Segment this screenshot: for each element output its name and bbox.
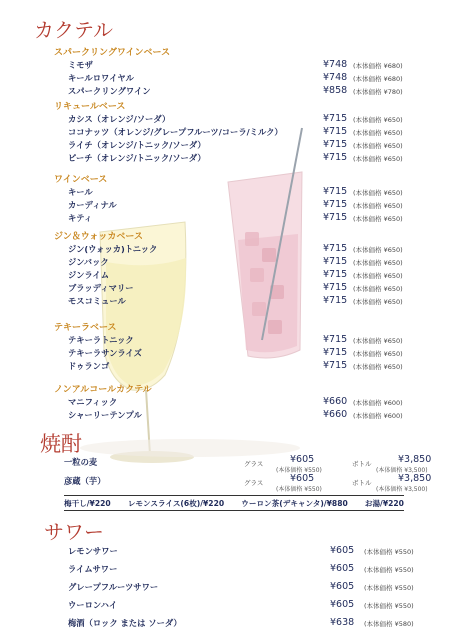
item-price: ¥715: [323, 199, 348, 210]
item-base-price: (本体価格 ¥650): [353, 259, 403, 267]
menu-row: [68, 599, 414, 613]
menu-row: [68, 139, 408, 152]
menu-row: [68, 360, 408, 373]
item-price: ¥605: [330, 581, 355, 592]
item-name: モスコミュール: [68, 296, 126, 306]
item-base-price: (本体価格 ¥580): [364, 620, 414, 628]
menu-row: [68, 409, 408, 422]
menu-row: [68, 85, 408, 98]
item-price: ¥605: [330, 599, 355, 610]
item-base-price: (本体価格 ¥650): [353, 350, 403, 358]
item-price: ¥715: [323, 126, 348, 137]
glass-base-price: (本体価格 ¥550): [276, 467, 322, 474]
item-name: グレープフルーツサワー: [68, 582, 159, 592]
menu-row: [68, 126, 408, 139]
item-price: ¥605: [330, 545, 355, 556]
bottle-base-price: (本体価格 ¥3,500): [376, 486, 428, 493]
menu-row: [68, 186, 408, 199]
item-name: テキーラトニック: [68, 335, 134, 345]
item-base-price: (本体価格 ¥650): [353, 129, 403, 137]
item-price: ¥660: [323, 409, 348, 420]
item-price: ¥715: [323, 152, 348, 163]
item-price: ¥715: [323, 186, 348, 197]
item-name: ウーロンハイ: [68, 600, 118, 610]
item-base-price: (本体価格 ¥680): [353, 75, 403, 83]
item-base-price: (本体価格 ¥650): [353, 116, 403, 124]
item-base-price: (本体価格 ¥650): [353, 298, 403, 306]
bottle-price: ¥3,850: [398, 473, 432, 484]
item-price: ¥715: [323, 334, 348, 345]
shochu-name: 一粒の麦: [64, 457, 98, 467]
item-base-price: (本体価格 ¥650): [353, 272, 403, 280]
glass-base-price: (本体価格 ¥550): [276, 486, 322, 493]
item-price: ¥858: [323, 85, 348, 96]
item-price: ¥605: [330, 563, 355, 574]
menu-row: [68, 199, 408, 212]
item-name: 梅酒（ロック または ソーダ）: [68, 618, 182, 628]
item-base-price: (本体価格 ¥550): [364, 566, 414, 574]
item-price: ¥638: [330, 617, 355, 628]
menu-row: [68, 563, 414, 577]
extra-item: 梅干し/¥220: [64, 498, 111, 508]
item-name: テキーラサンライズ: [68, 348, 142, 358]
item-base-price: (本体価格 ¥650): [353, 202, 403, 210]
menu-row: [68, 243, 408, 256]
item-name: ジンバック: [68, 257, 109, 267]
item-name: ココナッツ（オレンジ/グレープフルーツ/コーラ/ミルク）: [68, 127, 283, 137]
item-name: ピーチ（オレンジ/トニック/ソーダ）: [68, 153, 206, 163]
item-price: ¥715: [323, 139, 348, 150]
item-name: ジンライム: [68, 270, 110, 280]
menu-row: [68, 295, 408, 308]
item-price: ¥748: [323, 59, 348, 70]
item-price: ¥715: [323, 243, 348, 254]
item-name: カシス（オレンジ/ソーダ）: [68, 114, 171, 124]
item-base-price: (本体価格 ¥650): [353, 215, 403, 223]
extra-item: ウーロン茶(デキャンタ)/¥880: [241, 498, 348, 508]
menu-row: [68, 256, 408, 269]
bottle-price: ¥3,850: [398, 454, 432, 465]
item-name: ブラッディマリー: [68, 283, 134, 293]
sour-heading: サワー: [44, 520, 104, 544]
menu-row: [68, 617, 414, 631]
section-liqueur-title: リキュールベース: [54, 102, 126, 112]
item-price: ¥715: [323, 256, 348, 267]
item-price: ¥748: [323, 72, 348, 83]
item-base-price: (本体価格 ¥650): [353, 246, 403, 254]
item-base-price: (本体価格 ¥600): [353, 412, 403, 420]
item-base-price: (本体価格 ¥550): [364, 602, 414, 610]
extra-item: お湯/¥220: [364, 498, 404, 508]
cocktail-heading: カクテル: [34, 18, 113, 42]
item-price: ¥660: [323, 396, 348, 407]
menu-row: [68, 152, 408, 165]
item-base-price: (本体価格 ¥550): [364, 548, 414, 556]
extra-item: レモンスライス(6枚)/¥220: [127, 498, 225, 508]
bottle-base-price: (本体価格 ¥3,500): [376, 467, 428, 474]
item-price: ¥715: [323, 295, 348, 306]
section-gin-vodka-title: ジン＆ウォッカベース: [54, 232, 143, 242]
section-non-alcohol-title: ノンアルコールカクテル: [54, 385, 152, 395]
item-name: マニフィック: [68, 397, 118, 407]
item-base-price: (本体価格 ¥650): [353, 142, 403, 150]
menu-row: [68, 59, 408, 72]
item-price: ¥715: [323, 212, 348, 223]
item-base-price: (本体価格 ¥650): [353, 155, 403, 163]
shochu-heading: 焼酎: [40, 432, 82, 456]
item-base-price: (本体価格 ¥780): [353, 88, 403, 96]
shochu-name: 彦蔵（芋）: [64, 476, 106, 486]
glass-label: グラス: [244, 460, 264, 468]
item-price: ¥715: [323, 269, 348, 280]
item-name: ライムサワー: [68, 564, 118, 574]
item-base-price: (本体価格 ¥650): [353, 337, 403, 345]
section-tequila-title: テキーラベース: [54, 323, 117, 333]
item-name: レモンサワー: [68, 546, 118, 556]
item-name: キール: [68, 187, 93, 197]
item-name: ミモザ: [68, 60, 93, 70]
glass-price: ¥605: [290, 473, 315, 484]
item-price: ¥715: [323, 360, 348, 371]
bottle-label: ボトル: [352, 460, 372, 468]
section-wine-title: ワインベース: [54, 175, 108, 185]
menu-row: [68, 347, 408, 360]
item-price: ¥715: [323, 113, 348, 124]
bottle-label: ボトル: [352, 479, 372, 487]
menu-row: [68, 334, 408, 347]
item-base-price: (本体価格 ¥550): [364, 584, 414, 592]
item-base-price: (本体価格 ¥650): [353, 363, 403, 371]
menu-row: [68, 269, 408, 282]
item-name: カーディナル: [68, 200, 117, 210]
item-base-price: (本体価格 ¥650): [353, 285, 403, 293]
item-name: ライチ（オレンジ/トニック/ソーダ）: [68, 140, 206, 150]
item-name: キティ: [68, 213, 93, 223]
glass-label: グラス: [244, 479, 264, 487]
menu-row: [68, 212, 408, 225]
menu-row: [68, 282, 408, 295]
item-price: ¥715: [323, 347, 348, 358]
item-name: キールロワイヤル: [68, 73, 134, 83]
item-base-price: (本体価格 ¥600): [353, 399, 403, 407]
menu-row: [68, 72, 408, 85]
item-name: ドゥランゴ: [68, 361, 110, 371]
section-sparkling-title: スパークリングワインベース: [54, 48, 171, 58]
glass-price: ¥605: [290, 454, 315, 465]
item-base-price: (本体価格 ¥650): [353, 189, 403, 197]
item-name: ジン(ウォッカ)トニック: [68, 244, 158, 254]
item-price: ¥715: [323, 282, 348, 293]
item-name: スパークリングワイン: [68, 86, 151, 96]
item-base-price: (本体価格 ¥680): [353, 62, 403, 70]
item-name: シャーリーテンプル: [68, 410, 142, 420]
shochu-extras-bar: [64, 495, 404, 511]
menu-row: [68, 113, 408, 126]
menu-row: [68, 581, 414, 595]
menu-row: [68, 545, 414, 559]
menu-row: [68, 396, 408, 409]
